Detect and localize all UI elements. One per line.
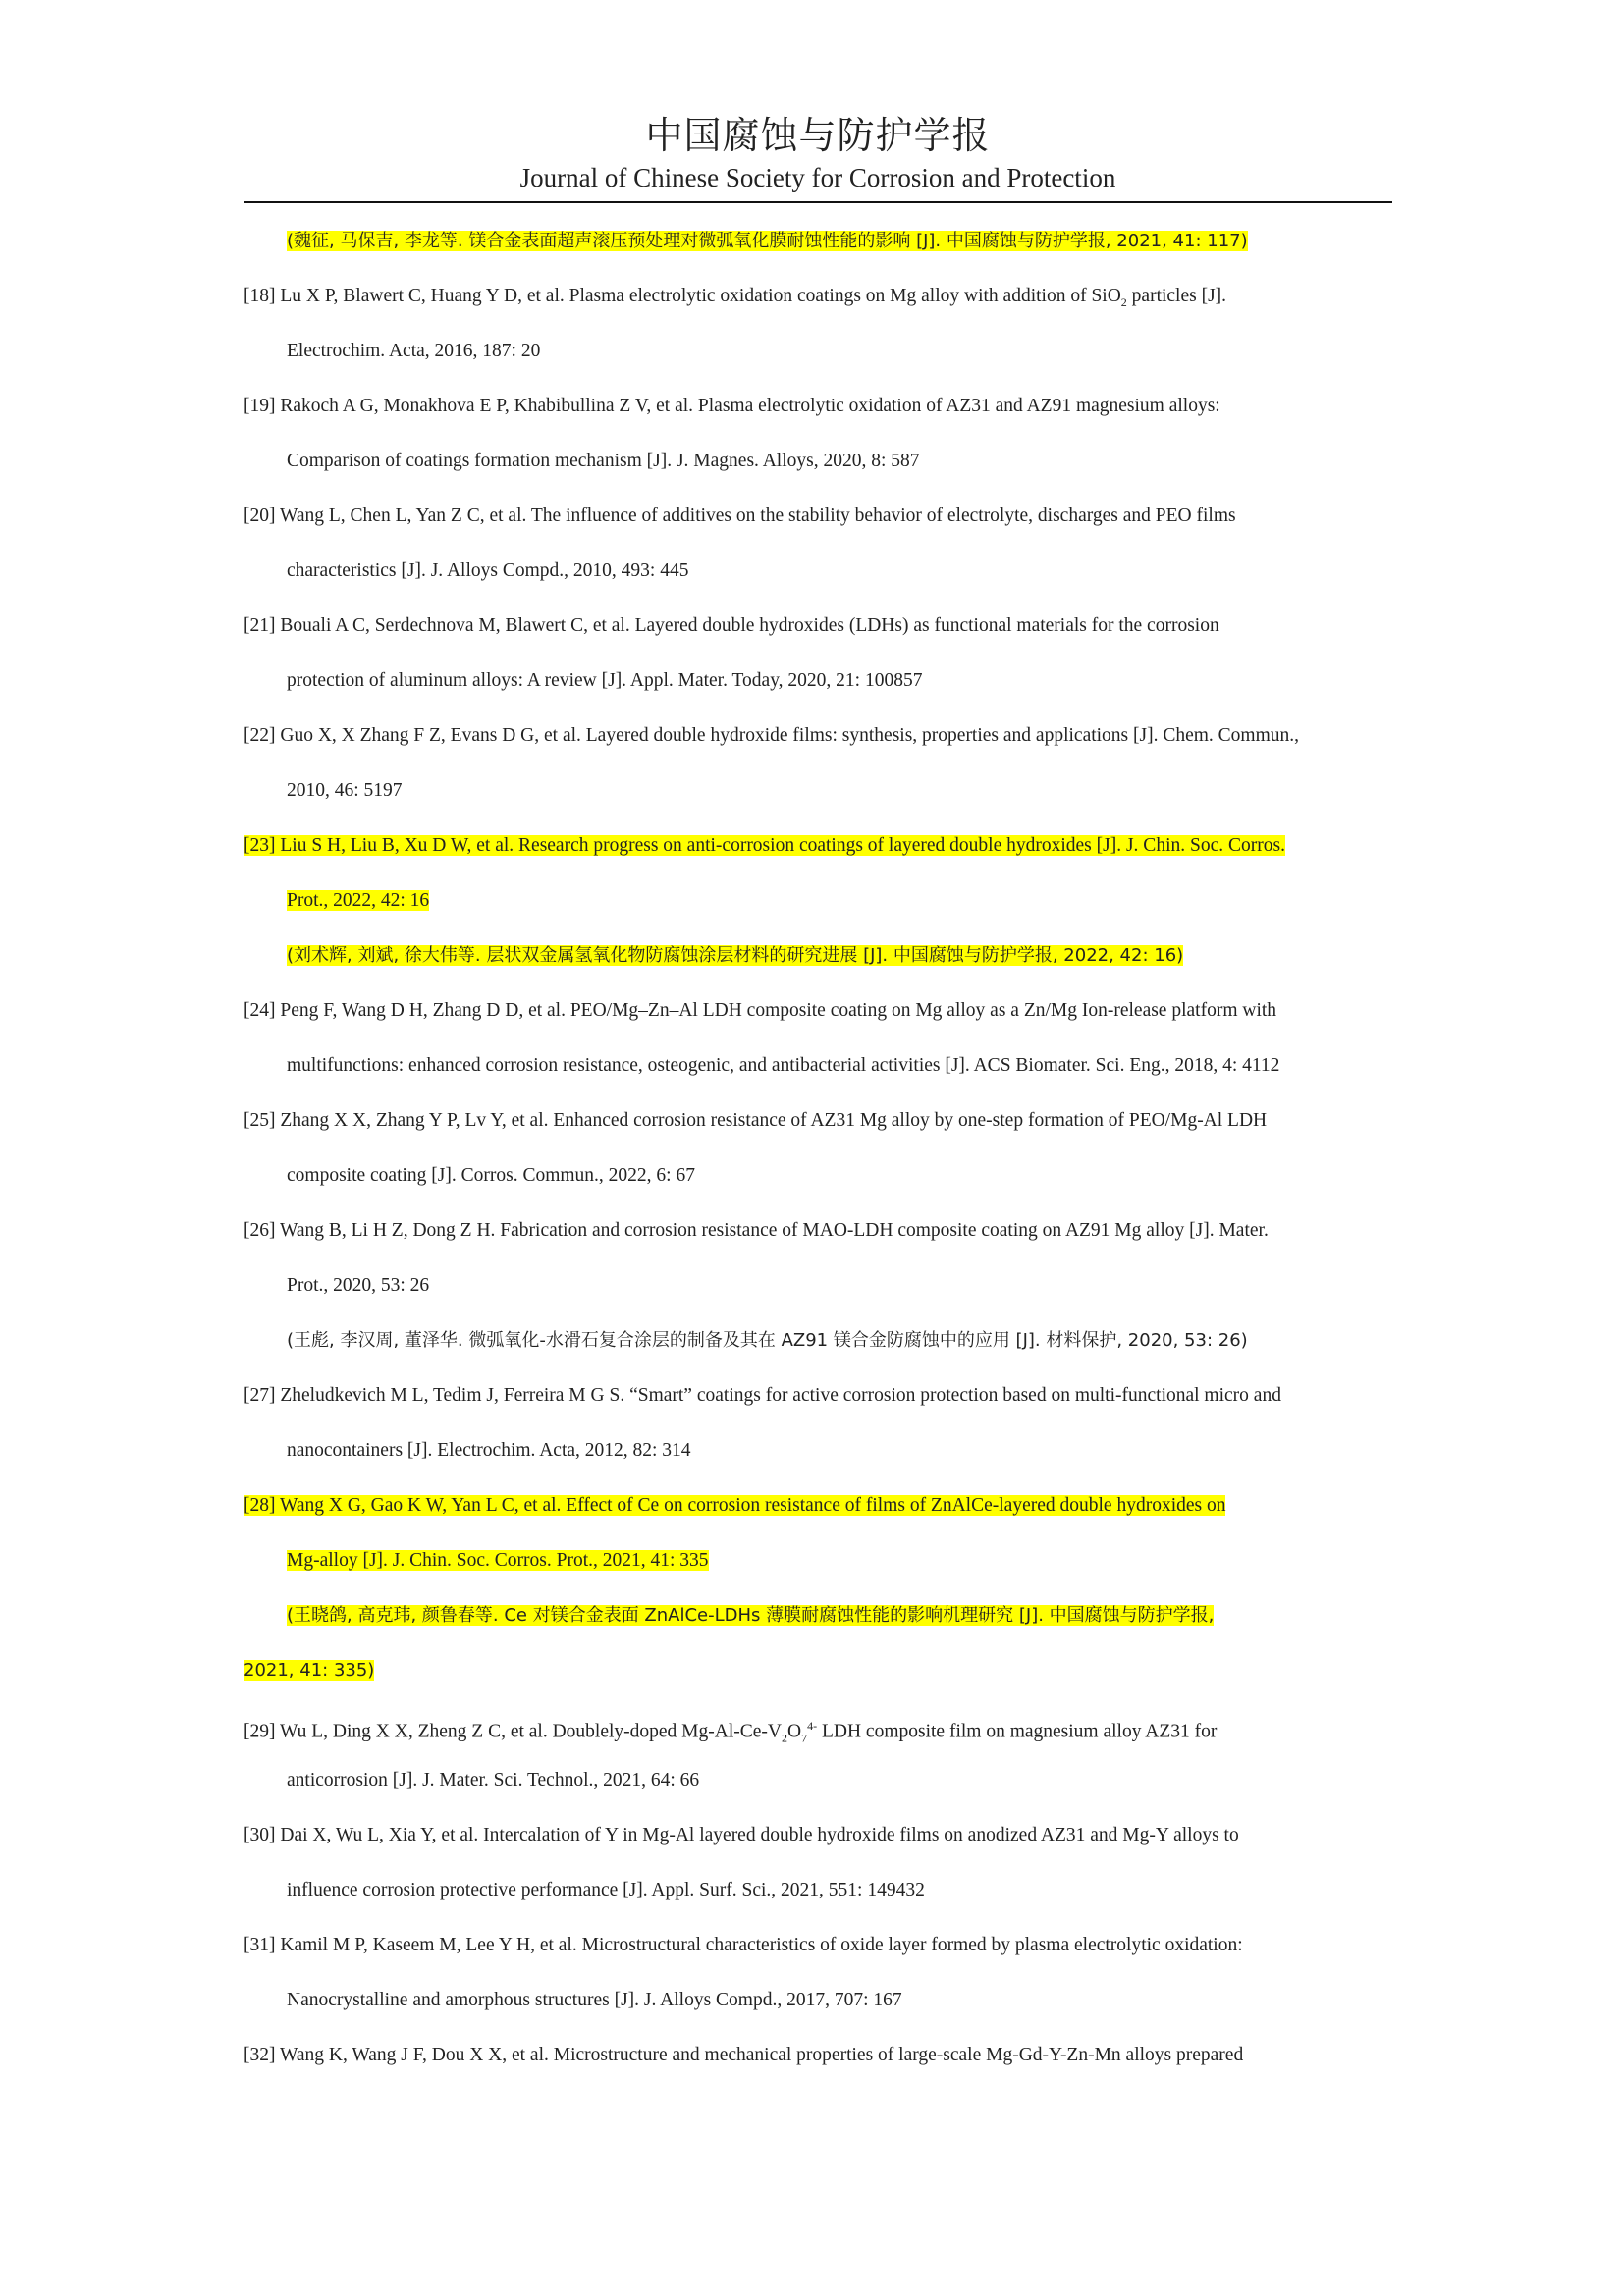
reference-line	[244, 1863, 1392, 1918]
reference-text: protection of aluminum alloys: A review [J]. Appl. Mater. Today, 2020, 21: 100857	[287, 670, 923, 691]
reference-text: [24] Peng F, Wang D H, Zhang D D, et al. PEO/Mg–Zn–Al LDH composite coating on Mg alloy as a Zn/Mg Ion-release platform with	[244, 1000, 1277, 1021]
reference-line	[244, 379, 1392, 434]
reference-text: (魏征, 马保吉, 李龙等. 镁合金表面超声滚压预处理对微弧氧化膜耐蚀性能的影响 [J]. 中国腐蚀与防护学报, 2021, 41: 117)	[287, 231, 1248, 251]
header-divider	[244, 201, 1392, 203]
reference-text: (王晓鸽, 高克玮, 颜鲁春等. Ce 对镁合金表面 ZnAlCe-LDHs 薄膜耐腐蚀性能的影响机理研究 [J]. 中国腐蚀与防护学报,	[287, 1605, 1215, 1626]
formula-subscript: 2	[1120, 294, 1127, 309]
reference-line	[244, 929, 1392, 984]
reference-line	[244, 819, 1392, 874]
reference-line	[244, 1643, 1392, 1698]
reference-line	[244, 2028, 1392, 2083]
reference-text: composite coating [J]. Corros. Commun., 2022, 6: 67	[287, 1165, 695, 1186]
reference-line	[244, 1808, 1392, 1863]
reference-text: multifunctions: enhanced corrosion resistance, osteogenic, and antibacterial activities [J]. ACS Biomater. Sci. Eng., 2018, 4: 4112	[287, 1055, 1280, 1076]
reference-line	[244, 1588, 1392, 1643]
reference-text: [30] Dai X, Wu L, Xia Y, et al. Intercalation of Y in Mg-Al layered double hydroxide films on anodized AZ31 and Mg-Y alloys to	[244, 1825, 1239, 1845]
reference-line	[244, 1973, 1392, 2028]
reference-line	[244, 709, 1392, 764]
reference-r23cn	[244, 929, 1392, 984]
reference-text: Prot., 2022, 42: 16	[287, 890, 430, 911]
reference-line	[244, 874, 1392, 929]
reference-text: anticorrosion [J]. J. Mater. Sci. Technol., 2021, 64: 66	[287, 1770, 700, 1790]
reference-r26	[244, 1203, 1392, 1313]
reference-text: Mg-alloy [J]. J. Chin. Soc. Corros. Prot., 2021, 41: 335	[287, 1550, 709, 1571]
reference-list	[244, 214, 1392, 2083]
reference-r23	[244, 819, 1392, 929]
reference-line	[244, 1203, 1392, 1258]
reference-line	[244, 599, 1392, 654]
reference-text: (刘术辉, 刘斌, 徐大伟等. 层状双金属氢氧化物防腐蚀涂层材料的研究进展 [J]. 中国腐蚀与防护学报, 2022, 42: 16)	[287, 945, 1184, 966]
reference-line	[244, 1148, 1392, 1203]
reference-line	[244, 984, 1392, 1039]
reference-text: influence corrosion protective performance [J]. Appl. Surf. Sci., 2021, 551: 149432	[287, 1880, 925, 1900]
reference-r27	[244, 1368, 1392, 1478]
reference-line	[244, 214, 1392, 269]
reference-text: [23] Liu S H, Liu B, Xu D W, et al. Research progress on anti-corrosion coatings of layered double hydroxides [J]. J. Chin. Soc. Corros.	[244, 835, 1285, 856]
page-header	[244, 110, 1392, 194]
reference-line	[244, 269, 1392, 324]
reference-text: [29] Wu L, Ding X X, Zheng Z C, et al. Doublely-doped Mg-Al-Ce-V	[244, 1721, 782, 1742]
reference-r25	[244, 1094, 1392, 1203]
reference-line	[244, 1258, 1392, 1313]
journal-title-chinese: 中国腐蚀与防护学报	[645, 114, 991, 157]
reference-text: (王彪, 李汉周, 董泽华. 微弧氧化-水滑石复合涂层的制备及其在 AZ91 镁合金防腐蚀中的应用 [J]. 材料保护, 2020, 53: 26)	[287, 1330, 1248, 1351]
reference-r22	[244, 709, 1392, 819]
formula-part: O	[787, 1721, 802, 1742]
reference-text: [27] Zheludkevich M L, Tedim J, Ferreira M G S. “Smart” coatings for active corrosion protection based on multi-functional micro and	[244, 1385, 1281, 1406]
reference-r24	[244, 984, 1392, 1094]
reference-r30	[244, 1808, 1392, 1918]
reference-r28cn	[244, 1588, 1392, 1698]
reference-text: [31] Kamil M P, Kaseem M, Lee Y H, et al. Microstructural characteristics of oxide layer formed by plasma electrolytic oxidation:	[244, 1935, 1243, 1955]
reference-r19	[244, 379, 1392, 489]
reference-text: 2010, 46: 5197	[287, 780, 403, 801]
reference-text: characteristics [J]. J. Alloys Compd., 2010, 493: 445	[287, 561, 689, 581]
reference-text: Comparison of coatings formation mechanism [J]. J. Magnes. Alloys, 2020, 8: 587	[287, 451, 920, 471]
formula-part: 4-	[807, 1719, 818, 1733]
reference-text-tail: particles [J].	[1126, 286, 1227, 306]
reference-text: [25] Zhang X X, Zhang Y P, Lv Y, et al. Enhanced corrosion resistance of AZ31 Mg alloy by one-step formation of PEO/Mg-Al LDH	[244, 1110, 1268, 1131]
reference-text: Electrochim. Acta, 2016, 187: 20	[287, 341, 541, 361]
reference-line	[244, 1368, 1392, 1423]
reference-line	[244, 764, 1392, 819]
reference-line	[244, 324, 1392, 379]
reference-text: [28] Wang X G, Gao K W, Yan L C, et al. Effect of Ce on corrosion resistance of films of ZnAlCe-layered double hydroxides on	[244, 1495, 1226, 1516]
reference-text: [18] Lu X P, Blawert C, Huang Y D, et al. Plasma electrolytic oxidation coatings on Mg alloy with addition of SiO	[244, 286, 1121, 306]
reference-line	[244, 489, 1392, 544]
reference-r31	[244, 1918, 1392, 2028]
reference-line	[244, 1039, 1392, 1094]
reference-text: [20] Wang L, Chen L, Yan Z C, et al. The influence of additives on the stability behavior of electrolyte, discharges and PEO films	[244, 506, 1236, 526]
reference-text: nanocontainers [J]. Electrochim. Acta, 2012, 82: 314	[287, 1440, 691, 1461]
reference-text: Prot., 2020, 53: 26	[287, 1275, 430, 1296]
reference-r17cn	[244, 214, 1392, 269]
reference-line	[244, 1094, 1392, 1148]
reference-line	[244, 1423, 1392, 1478]
reference-text: [19] Rakoch A G, Monakhova E P, Khabibullina Z V, et al. Plasma electrolytic oxidation of AZ31 and AZ91 magnesium alloys:	[244, 396, 1220, 416]
reference-r29	[244, 1698, 1392, 1808]
reference-text: [21] Bouali A C, Serdechnova M, Blawert C, et al. Layered double hydroxides (LDHs) as functional materials for the corrosion	[244, 615, 1219, 636]
reference-line	[244, 1753, 1392, 1808]
reference-line	[244, 434, 1392, 489]
reference-text: [22] Guo X, X Zhang F Z, Evans D G, et al. Layered double hydroxide films: synthesis, properties and applications [J]. Chem. Commun.,	[244, 725, 1300, 746]
reference-line	[244, 654, 1392, 709]
reference-text: 2021, 41: 335)	[244, 1660, 375, 1681]
reference-r20	[244, 489, 1392, 599]
journal-title-english: Journal of Chinese Society for Corrosion and Protection	[519, 163, 1116, 192]
reference-r18	[244, 269, 1392, 379]
reference-line	[244, 1478, 1392, 1533]
formula-part: 2	[782, 1731, 787, 1745]
reference-line	[244, 1918, 1392, 1973]
reference-r26cn	[244, 1313, 1392, 1368]
reference-line	[244, 544, 1392, 599]
reference-r28	[244, 1478, 1392, 1588]
reference-r32	[244, 2028, 1392, 2083]
reference-line	[244, 1698, 1392, 1753]
formula-part: 7	[801, 1731, 808, 1745]
reference-r21	[244, 599, 1392, 709]
reference-text-tail: LDH composite film on magnesium alloy AZ31 for	[817, 1721, 1218, 1742]
reference-line	[244, 1533, 1392, 1588]
reference-text: [32] Wang K, Wang J F, Dou X X, et al. Microstructure and mechanical properties of large-scale Mg-Gd-Y-Zn-Mn alloys prepared	[244, 2045, 1244, 2065]
reference-text: [26] Wang B, Li H Z, Dong Z H. Fabrication and corrosion resistance of MAO-LDH composite coating on AZ91 Mg alloy [J]. Mater.	[244, 1220, 1269, 1241]
reference-line	[244, 1313, 1392, 1368]
reference-text: Nanocrystalline and amorphous structures [J]. J. Alloys Compd., 2017, 707: 167	[287, 1990, 902, 2010]
